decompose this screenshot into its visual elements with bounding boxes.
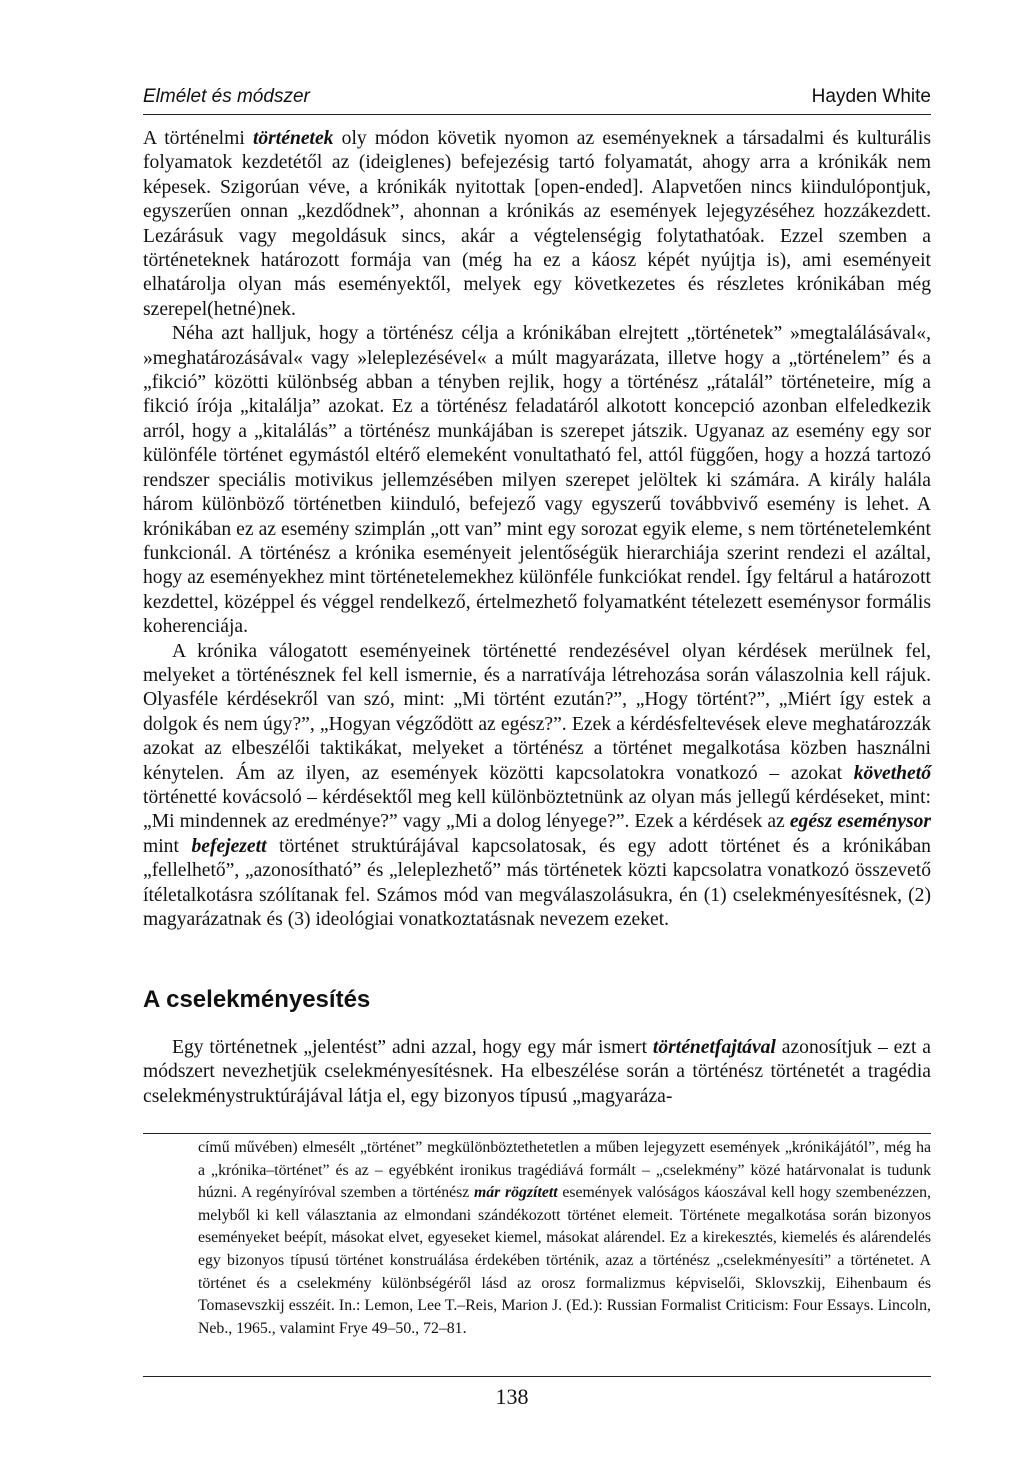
footer-divider bbox=[143, 1376, 931, 1377]
running-header bbox=[143, 86, 931, 115]
header-section-title: Elmélet és módszer bbox=[143, 86, 310, 107]
body-text-section-2 bbox=[143, 1036, 931, 1109]
header-author: Hayden White bbox=[811, 86, 931, 107]
emphasized-term: befejezett bbox=[191, 835, 267, 857]
footnote bbox=[198, 1137, 931, 1340]
emphasized-term: történetek bbox=[252, 128, 334, 149]
page-number: 138 bbox=[495, 1384, 529, 1409]
paragraph: Néha azt halljuk, hogy a történész célja a krónikában elrejtett „történetek” »megtalálásával«, »meghatározásával« vagy »leleplezésével« a múlt magyarázata, illetve hogy a „történelem” és a „fikció” közötti különbség abban a tényben rejlik, hogy a történész „rátalál” történeteire, míg a fikció írója „kitalálja” azokat. Ez a történész feladatáról alkotott koncepció azonban elfeledkezik arról, hogy a „kitalálás” a történész munkájában is szerepet játszik. Ugyanaz az esemény egy sor különféle történet egymástól eltérő elemeként vonultatható fel, attól függően, hogy a hozzá tartozó rendszer speciális motivikus jellemzésében milyen szerepet jelöltek ki számára. A király halála három különböző történetben kiinduló, befejező vagy egyszerű továbbvivő esemény is lehet. A krónikában ez az esemény szimplán „ott van” mint egy sorozat egyik eleme, s nem történetelemként funkcionál. A történész a krónika eseményeit jelentőségük hierarchiája szerint rendezi el azáltal, hogy az eseményekhez mint történetelemekhez különféle funkciókat rendel. Így feltárul a határozott kezdettel, középpel és véggel rendelkező, értelmezhető folyamatként tételezett eseménysor formális koherenciája. bbox=[143, 323, 931, 638]
paragraph: A krónika válogatott eseményeinek történetté rendezésével olyan kérdések merülnek fel, melyeket a történésznek fel kell ismernie, és a narratívája létrehozása során válaszolnia kell rájuk. Olyasféle kérdésekről van szó, mint: „Mi történt ezután?”, „Hogy történt?”, „Miért így estek a dolgok és nem úgy?”, „Hogyan végződött az egész?”. Ezek a kérdésfeltevések eleve meghatározzák azokat az elbeszélői taktikákat, melyeket a történész a történet megalkotása közben használni kénytelen. Ám az ilyen, az események közötti kapcsolatokra vonatkozó – azokat követhető történetté kovácsoló – kérdésektől meg kell különböztetnünk az olyan más jellegű kérdéseket, mint: „Mi mindennek az eredménye?” vagy „Mi a dolog lényege?”. Ezek a kérdések az egész eseménysor mint befejezett történet struktúrájával kapcsolatosak, és egy adott történet és a krónikában „fellelhető”, „azonosítható” és „leleplezhető” más történetek közti kapcsolatra vonatkozó összevető ítéletalkotásra szólítanak fel. Számos mód van megválaszolásukra, én (1) cselekményesítésnek, (2) magyarázatnak és (3) ideológiai vonatkoztatásnak nevezem ezeket. bbox=[143, 640, 932, 930]
section-heading: A cselekményesítés bbox=[143, 986, 371, 1013]
paragraph: A történelmi történetek oly módon követik nyomon az eseményeknek a társadalmi és kulturális folyamatok kezdetétől az (ideiglenes) befejezésig tartó folyamatát, ahogy arra a krónikák nem képesek. Szigorúan véve, a krónikák nyitottak [open-ended]. Alapvetően nincs kiindulópontjuk, egyszerűen onnan „kezdődnek”, ahonnan a krónikás az események lejegyzéséhez hozzákezdett. Lezárásuk vagy megoldásuk sincs, akár a végtelenségig folytathatóak. Ezzel szemben a történeteknek határozott formája van (még ha ez a káosz képét nyújtja is), ami eseményeit elhatárolja olyan más eseményektől, melyek egy következetes és részletes krónikában még szerepel(hetné)nek. bbox=[143, 128, 931, 320]
emphasized-term: már rögzített bbox=[473, 1184, 558, 1202]
emphasized-term: történetfajtával bbox=[652, 1037, 776, 1058]
paragraph: Egy történetnek „jelentést” adni azzal, hogy egy már ismert történetfajtával azonosítjuk – ezt a módszert nevezhetjük cselekményesítésnek. Ha elbeszélése során a történész történetét a tragédia cselekménystruktúrájával látja el, egy bizonyos típusú „magyaráza- bbox=[143, 1037, 931, 1107]
emphasized-term: követhető bbox=[853, 762, 931, 784]
body-text-section-1 bbox=[143, 127, 931, 932]
emphasized-term: open-ended bbox=[540, 176, 632, 198]
footnote-text: című művében) elmesélt „történet” megkülönböztethetetlen a műben lejegyzett események „krónikájától”, még ha a „krónika–történet” és az – egyébként ironikus tragédiává formált – „cselekmény” közé határvonalat is tudunk húzni. A regényíróval szemben a történész már rögzített események valóságos káoszával kell hogy szembenézzen, melyből ki kell választania az elmondani szándékozott történet elemeit. Története megalkotása során bizonyos eseményeket beépít, másokat elvet, egyeseket kiemel, másokat alárendel. Ez a kirekesztés, kiemelés és alárendelés egy bizonyos típusú történet konstruálása érdekében történik, azaz a történész „cselekményesíti” a történetet. A történet és a cselekmény különbségéről lásd az orosz formalizmus képviselői, Sklovszkij, Eihenbaum és Tomasevszkij esszéit. In.: Lemon, Lee T.–Reis, Marion J. (Ed.): Russian Formalist Criticism: Four Essays. Lincoln, Neb., 1965., valamint Frye 49–50., 72–81. bbox=[198, 1139, 931, 1337]
emphasized-term: kiindulópontjuk bbox=[800, 176, 927, 198]
footnote-divider bbox=[143, 1133, 931, 1134]
emphasized-term: egész eseménysor bbox=[789, 811, 932, 833]
